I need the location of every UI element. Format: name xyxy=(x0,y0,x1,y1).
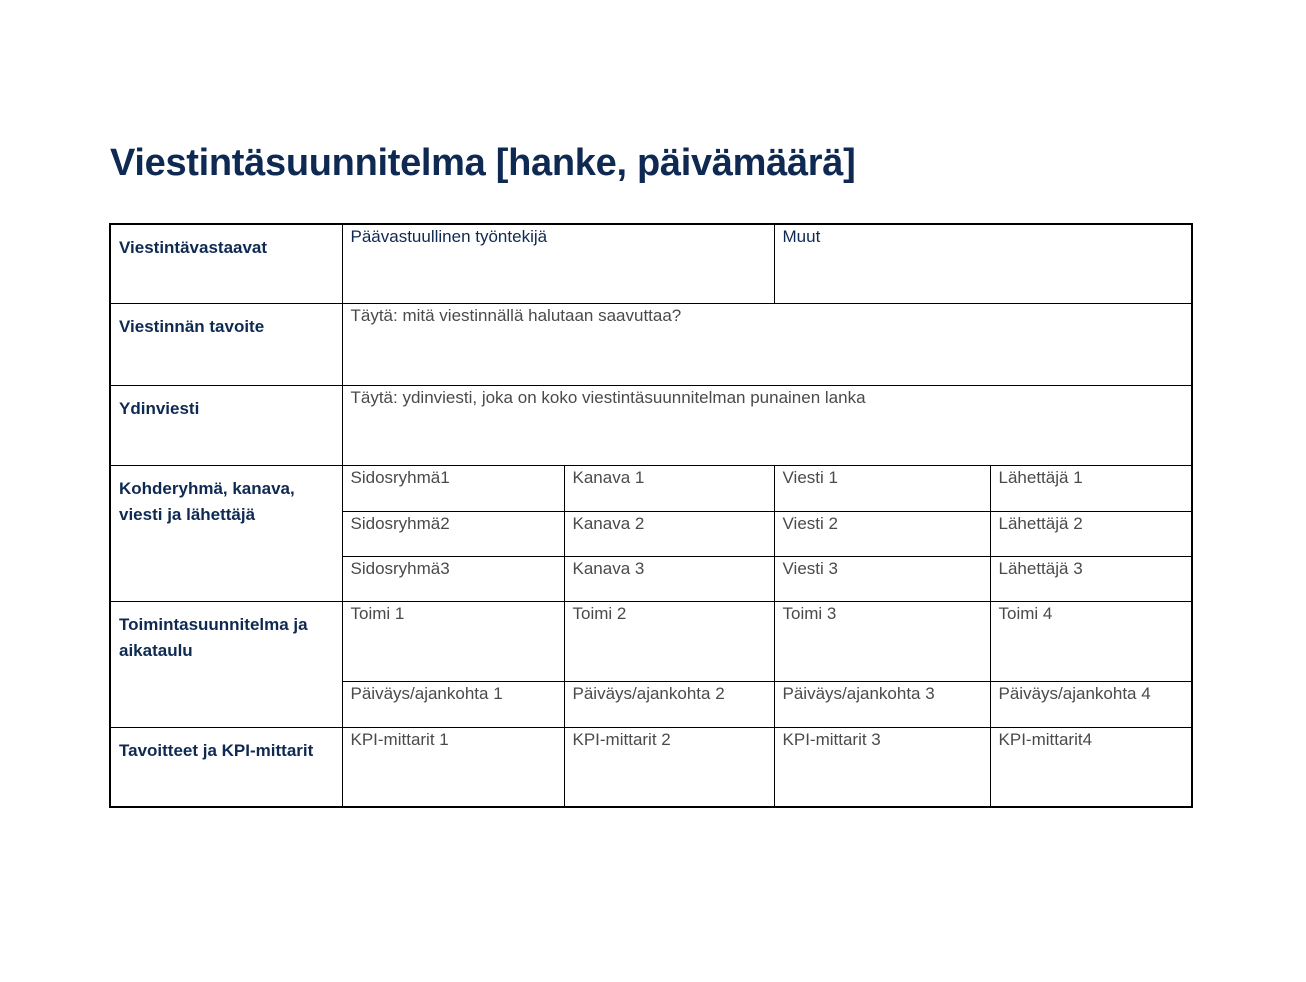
row-audience-1 xyxy=(110,465,1192,511)
label-goal: Viestinnän tavoite xyxy=(110,303,342,385)
page-title: Viestintäsuunnitelma [hanke, päivämäärä] xyxy=(110,142,856,184)
message-cell[interactable]: Viesti 1 xyxy=(774,465,990,511)
message-cell[interactable]: Viesti 2 xyxy=(774,511,990,556)
action-cell[interactable]: Toimi 1 xyxy=(342,601,564,681)
stakeholder-cell[interactable]: Sidosryhmä1 xyxy=(342,465,564,511)
communication-plan-table xyxy=(109,223,1193,808)
date-cell[interactable]: Päiväys/ajankohta 2 xyxy=(564,681,774,727)
label-action-plan: Toimintasuunnitelma ja aikataulu xyxy=(110,601,342,727)
stakeholder-cell[interactable]: Sidosryhmä2 xyxy=(342,511,564,556)
action-cell[interactable]: Toimi 2 xyxy=(564,601,774,681)
action-cell[interactable]: Toimi 3 xyxy=(774,601,990,681)
message-cell[interactable]: Viesti 3 xyxy=(774,556,990,601)
kpi-cell[interactable]: KPI-mittarit4 xyxy=(990,727,1192,807)
label-kpi: Tavoitteet ja KPI-mittarit xyxy=(110,727,342,807)
kpi-cell[interactable]: KPI-mittarit 2 xyxy=(564,727,774,807)
kpi-cell[interactable]: KPI-mittarit 3 xyxy=(774,727,990,807)
row-goal xyxy=(110,303,1192,385)
row-core-message xyxy=(110,385,1192,465)
label-core-message: Ydinviesti xyxy=(110,385,342,465)
goal-cell[interactable]: Täytä: mitä viestinnällä halutaan saavuttaa? xyxy=(342,303,1192,385)
date-cell[interactable]: Päiväys/ajankohta 3 xyxy=(774,681,990,727)
sender-cell[interactable]: Lähettäjä 2 xyxy=(990,511,1192,556)
others-cell[interactable]: Muut xyxy=(774,224,1192,303)
stakeholder-cell[interactable]: Sidosryhmä3 xyxy=(342,556,564,601)
core-message-cell[interactable]: Täytä: ydinviesti, joka on koko viestintäsuunnitelman punainen lanka xyxy=(342,385,1192,465)
date-cell[interactable]: Päiväys/ajankohta 4 xyxy=(990,681,1192,727)
label-responsibles: Viestintävastaavat xyxy=(110,224,342,303)
row-actions xyxy=(110,601,1192,681)
channel-cell[interactable]: Kanava 3 xyxy=(564,556,774,601)
row-responsibles xyxy=(110,224,1192,303)
sender-cell[interactable]: Lähettäjä 1 xyxy=(990,465,1192,511)
action-cell[interactable]: Toimi 4 xyxy=(990,601,1192,681)
row-kpi xyxy=(110,727,1192,807)
kpi-cell[interactable]: KPI-mittarit 1 xyxy=(342,727,564,807)
channel-cell[interactable]: Kanava 2 xyxy=(564,511,774,556)
sender-cell[interactable]: Lähettäjä 3 xyxy=(990,556,1192,601)
label-audience: Kohderyhmä, kanava, viesti ja lähettäjä xyxy=(110,465,342,601)
channel-cell[interactable]: Kanava 1 xyxy=(564,465,774,511)
date-cell[interactable]: Päiväys/ajankohta 1 xyxy=(342,681,564,727)
main-responsible-cell[interactable]: Päävastuullinen työntekijä xyxy=(342,224,774,303)
